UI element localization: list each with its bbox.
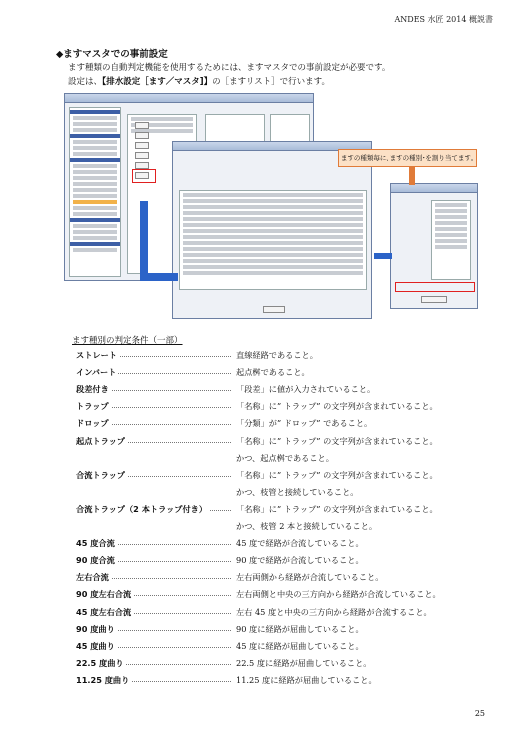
ok-button[interactable] xyxy=(421,296,447,303)
condition-desc: 左右両側から経路が合流していること。 xyxy=(236,572,384,583)
condition-term: 11.25 度曲り xyxy=(76,674,130,685)
condition-row xyxy=(76,640,496,652)
settings-tree[interactable] xyxy=(69,107,121,277)
condition-desc: 「名称」に” トラップ” の文字列が含まれていること。 xyxy=(236,435,438,446)
condition-row xyxy=(76,486,496,498)
condition-row xyxy=(76,520,496,532)
condition-row xyxy=(76,503,496,515)
condition-term: 90 度合流 xyxy=(76,555,115,566)
arrow-right-1 xyxy=(140,273,178,281)
mas-list-window xyxy=(172,141,372,319)
condition-row xyxy=(76,417,496,429)
condition-desc: 90 度に経路が屈曲していること。 xyxy=(236,623,364,634)
condition-term: ストレート xyxy=(76,350,117,360)
condition-desc: 11.25 度に経路が屈曲していること。 xyxy=(236,674,377,685)
condition-term: 左右合流 xyxy=(76,572,109,583)
mas-edit-fields[interactable] xyxy=(431,200,471,280)
condition-term: インバート xyxy=(76,367,117,378)
condition-term: 90 度左右合流 xyxy=(76,589,132,600)
condition-term: 合流トラップ xyxy=(76,469,125,480)
edit-button[interactable] xyxy=(135,132,149,139)
condition-term: 段差付き xyxy=(76,384,109,395)
condition-row xyxy=(76,366,496,378)
intro-line-2-pre: 設定は、 xyxy=(68,77,103,87)
condition-desc: 起点桝であること。 xyxy=(236,367,310,378)
condition-row xyxy=(76,657,496,669)
intro-line-2 xyxy=(68,76,330,88)
condition-row xyxy=(76,400,496,412)
condition-term: 合流トラップ（2 本トラップ付き） xyxy=(76,503,208,514)
page-number: 25 xyxy=(474,709,485,718)
settings-screenshot xyxy=(64,93,490,321)
copy-button[interactable] xyxy=(135,152,149,159)
condition-row xyxy=(76,383,496,395)
move-button[interactable] xyxy=(135,162,149,169)
condition-row xyxy=(76,674,496,686)
mas-edit-window xyxy=(390,183,478,309)
add-button[interactable] xyxy=(135,122,149,129)
highlight-mas-list xyxy=(132,169,156,183)
condition-row xyxy=(76,452,496,464)
condition-row xyxy=(76,606,496,618)
condition-desc: 「分類」が” ドロップ” であること。 xyxy=(236,418,373,429)
delete-button[interactable] xyxy=(135,142,149,149)
conditions-title: ます種別の判定条件（一部） xyxy=(72,336,183,346)
condition-desc: 直線経路であること。 xyxy=(236,350,318,360)
close-button[interactable] xyxy=(263,306,285,313)
condition-term: 22.5 度曲り xyxy=(76,657,124,668)
condition-term: 90 度曲り xyxy=(76,623,115,634)
condition-desc: 「名称」に” トラップ” の文字列が含まれていること。 xyxy=(236,503,438,514)
condition-desc: かつ、起点桝であること。 xyxy=(236,452,334,463)
condition-row xyxy=(76,571,496,583)
condition-row xyxy=(76,588,496,600)
page-header: ANDES 水匠 2014 概説書 xyxy=(394,15,493,24)
condition-desc: 左右 45 度と中央の三方向から経路が合流すること。 xyxy=(236,606,432,617)
condition-term: 45 度曲り xyxy=(76,640,115,651)
highlight-type-select xyxy=(395,282,475,292)
condition-desc: 90 度で経路が合流していること。 xyxy=(236,555,364,566)
window-titlebar xyxy=(65,94,313,103)
condition-desc: 45 度に経路が屈曲していること。 xyxy=(236,640,364,651)
condition-row xyxy=(76,435,496,447)
condition-desc: かつ、枝管 2 本と接続していること。 xyxy=(236,521,378,531)
condition-desc: 22.5 度に経路が屈曲していること。 xyxy=(236,657,372,668)
condition-term: 45 度左右合流 xyxy=(76,606,132,617)
window-titlebar xyxy=(391,184,477,193)
condition-row xyxy=(76,623,496,635)
arrow-right-2 xyxy=(374,253,392,259)
mas-table[interactable] xyxy=(179,190,367,290)
condition-desc: かつ、枝管と接続していること。 xyxy=(236,486,359,497)
arrow-down xyxy=(140,201,148,281)
condition-term: 45 度合流 xyxy=(76,538,115,549)
annotation-callout: ますの種類毎に､ますの種別･を割り当てます｡ xyxy=(338,149,477,167)
condition-desc: 45 度で経路が合流していること。 xyxy=(236,538,364,549)
condition-row xyxy=(76,537,496,549)
section-title: ◆ますマスタでの事前設定 xyxy=(56,49,168,60)
condition-term: トラップ xyxy=(76,401,109,412)
callout-pointer xyxy=(409,167,415,185)
condition-desc: 「段差」に値が入力されていること。 xyxy=(236,384,376,395)
condition-desc: 左右両側と中央の三方向から経路が合流していること。 xyxy=(236,589,441,600)
condition-row xyxy=(76,349,496,361)
condition-term: 起点トラップ xyxy=(76,435,125,446)
condition-row xyxy=(76,554,496,566)
condition-desc: 「名称」に” トラップ” の文字列が含まれていること。 xyxy=(236,469,438,480)
intro-line-2-post: の［ますリスト］で行います。 xyxy=(212,77,330,87)
intro-line-2-bold: 【排水設定［ます／マスタ]】 xyxy=(102,77,213,87)
condition-row xyxy=(76,469,496,481)
condition-term: ドロップ xyxy=(76,418,109,429)
condition-desc: 「名称」に” トラップ” の文字列が含まれていること。 xyxy=(236,401,438,412)
intro-line-1: ます種類の自動判定機能を使用するためには、ますマスタでの事前設定が必要です。 xyxy=(68,63,391,73)
